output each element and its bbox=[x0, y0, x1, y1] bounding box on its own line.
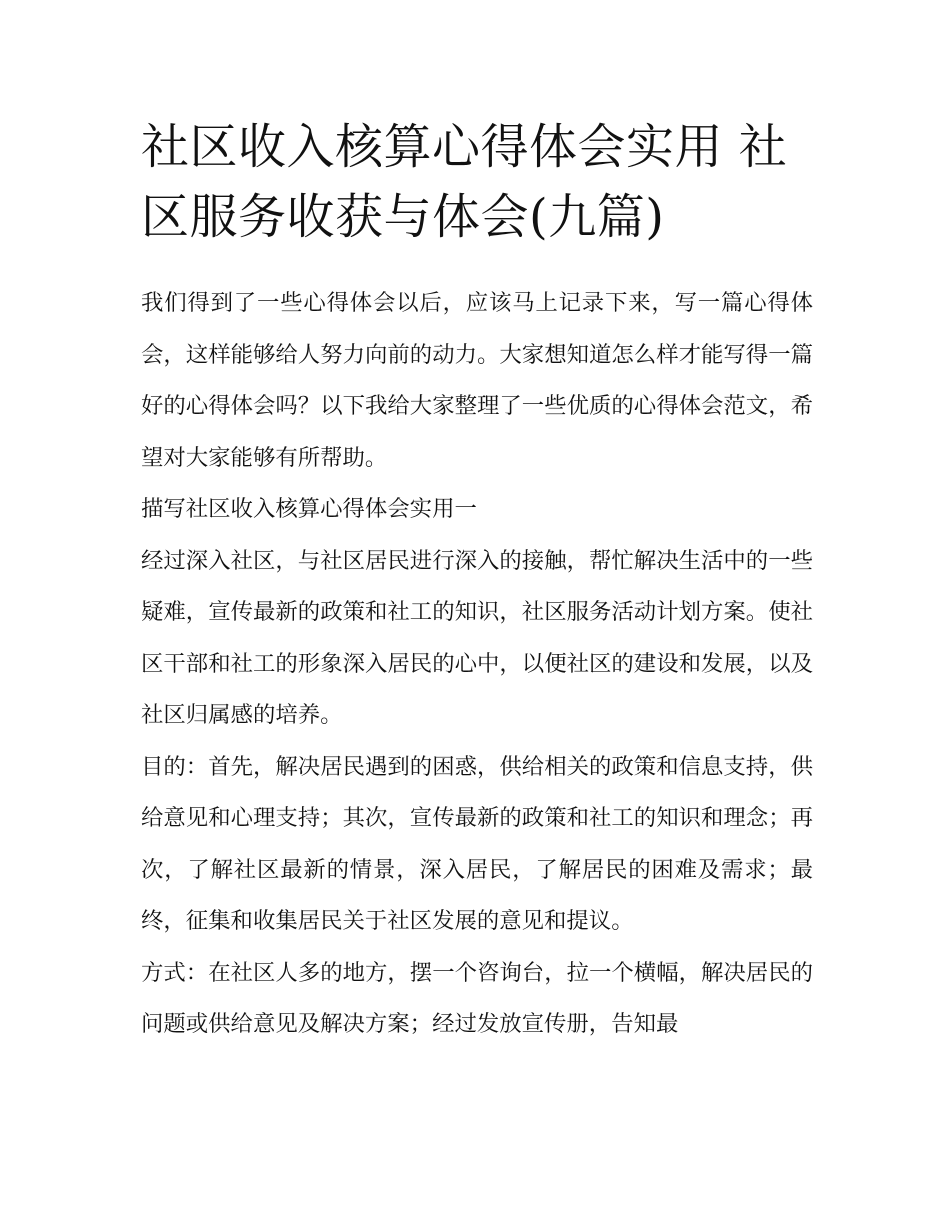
purpose-paragraph: 目的：首先，解决居民遇到的困惑，供给相关的政策和信息支持，供给意见和心理支持；其次，宣传最新的政策和社工的知识和理念；再次，了解社区最新的情景，深入居民，了解居民的困难及需求；最终，征集和收集居民关于社区发展的意见和提议。 bbox=[141, 753, 813, 934]
document-title: 社区收入核算心得体会实用 社区服务收获与体会(九篇) bbox=[141, 119, 788, 245]
body-paragraph: 经过深入社区，与社区居民进行深入的接触，帮忙解决生活中的一些疑难，宣传最新的政策和社工的知识，社区服务活动计划方案。使社区干部和社工的形象深入居民的心中，以便社区的建设和发展，以及社区归属感的培养。 bbox=[141, 547, 813, 728]
intro-paragraph: 我们得到了一些心得体会以后，应该马上记录下来，写一篇心得体会，这样能够给人努力向前的动力。大家想知道怎么样才能写得一篇好的心得体会吗？以下我给大家整理了一些优质的心得体会范文，希望对大家能够有所帮助。 bbox=[141, 290, 813, 471]
method-paragraph: 方式：在社区人多的地方，摆一个咨询台，拉一个横幅，解决居民的问题或供给意见及解决方案；经过发放宣传册，告知最 bbox=[141, 959, 813, 1037]
document-content bbox=[141, 112, 813, 1051]
document-body bbox=[141, 278, 813, 1051]
section-heading: 描写社区收入核算心得体会实用一 bbox=[141, 496, 477, 522]
